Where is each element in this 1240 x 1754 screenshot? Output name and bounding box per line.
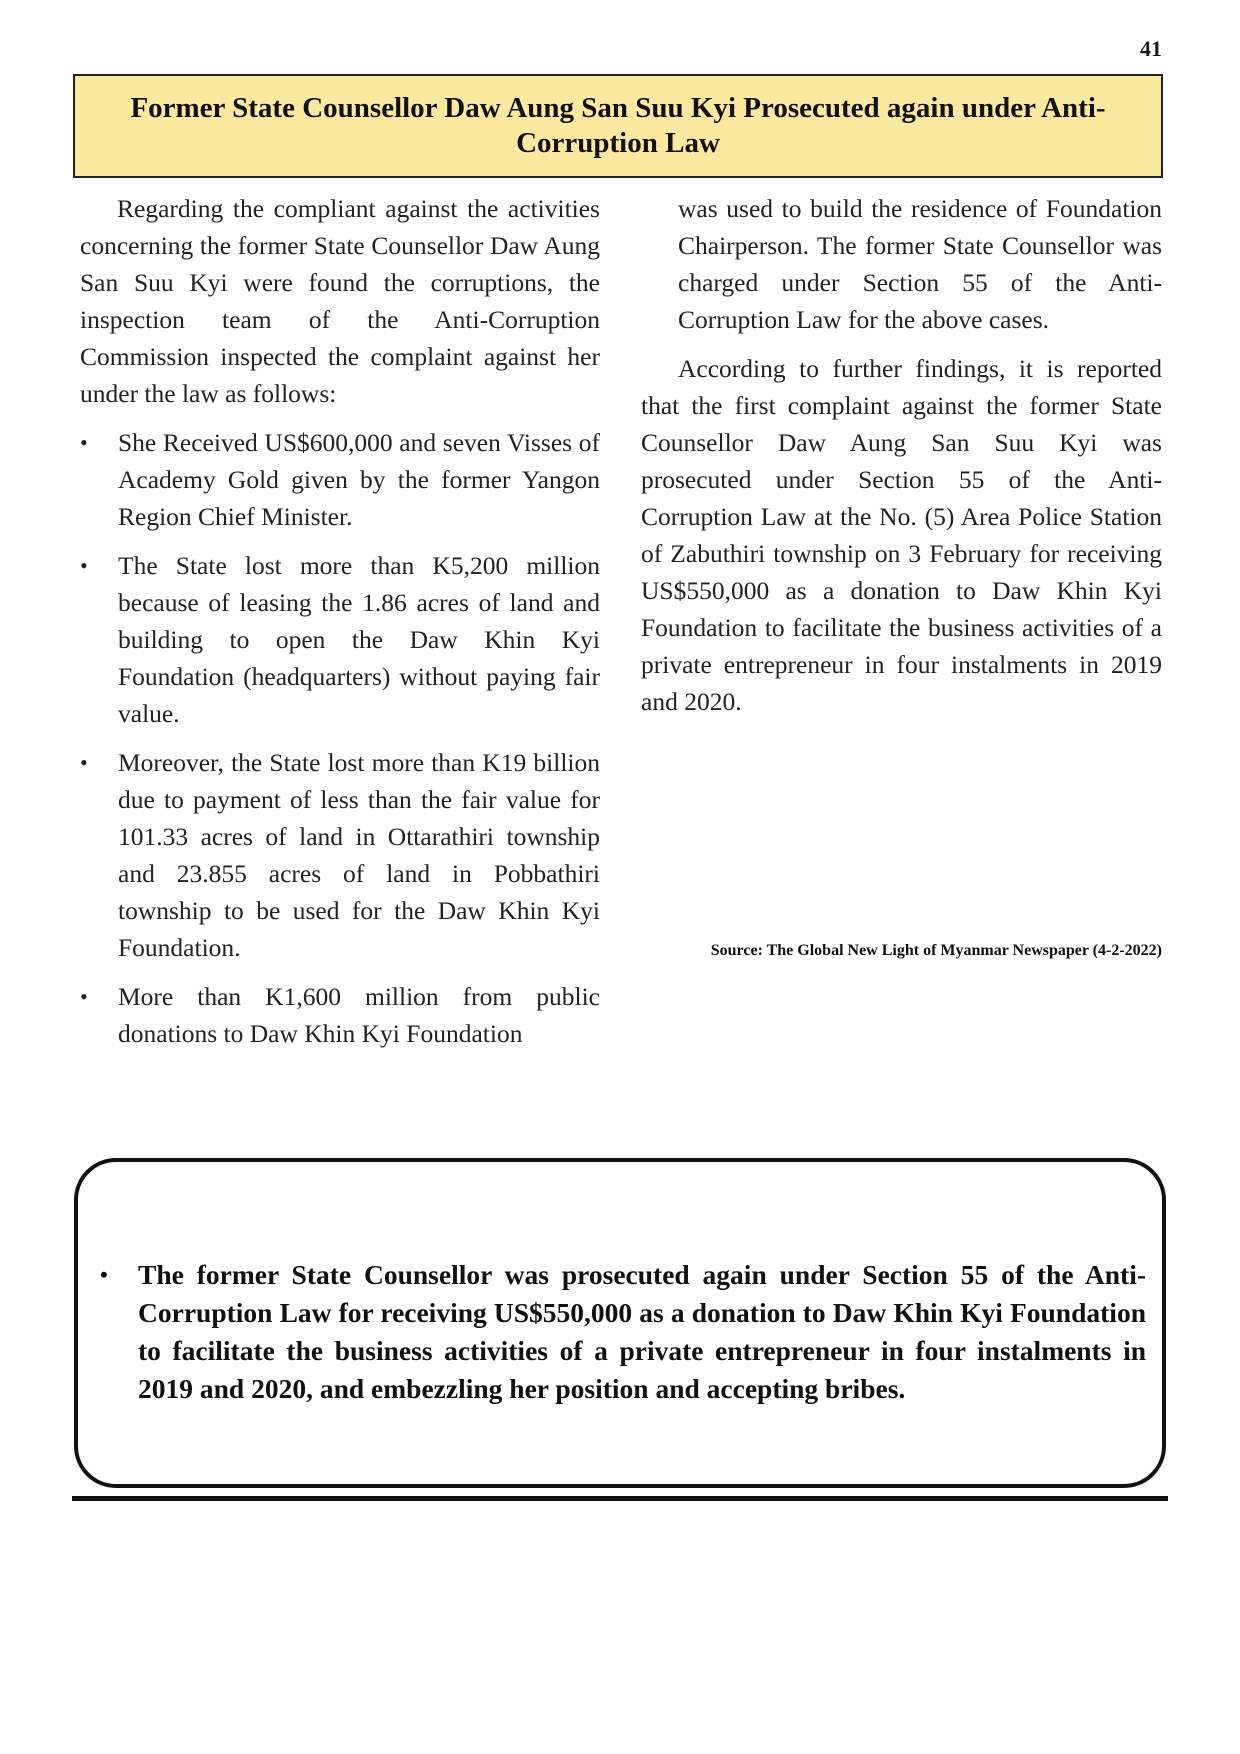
title-box <box>73 74 1163 178</box>
intro-paragraph: Regarding the compliant against the activities concerning the former State Counsellor Daw Aung San Suu Kyi were found the corruptions, the inspection team of the Anti-Corruption Commission inspected the complaint against her under the law as follows: <box>80 194 600 408</box>
summary-box <box>74 1158 1166 1488</box>
list-item-text: More than K1,600 million from public donations to Daw Khin Kyi Foundation <box>118 982 600 1048</box>
findings-list <box>80 424 600 1052</box>
summary-item <box>100 1256 1146 1408</box>
bottom-rule <box>72 1496 1168 1501</box>
list-item <box>80 424 600 535</box>
page-number: 41 <box>1140 36 1162 61</box>
bullet-icon: • <box>80 553 88 578</box>
list-item <box>80 547 600 732</box>
findings-paragraph: According to further findings, it is reported that the first complaint against the former State Counsellor Daw Aung San Suu Kyi was prosecuted under Section 55 of the Anti-Corruption Law at the No. (5) Area Police Station of Zabuthiri township on 3 February for receiving US$550,000 as a donation to Daw Khin Kyi Foundation to facilitate the business activities of a private entrepreneur in four instalments in 2019 and 2020. <box>641 354 1162 716</box>
bullet-icon: • <box>100 1262 108 1287</box>
bullet-icon: • <box>80 984 88 1009</box>
continuation-paragraph: was used to build the residence of Foundation Chairperson. The former State Counsellor was charged under Section 55 of the Anti-Corruption Law for the above cases. <box>678 194 1162 334</box>
list-item <box>80 744 600 966</box>
list-item-text: Moreover, the State lost more than K19 billion due to payment of less than the fair value for 101.33 acres of land in Ottarathiri township and 23.855 acres of land in Pobbathiri township to be used for the Daw Khin Kyi Foundation. <box>118 748 600 962</box>
list-item <box>80 978 600 1052</box>
article-title: Former State Counsellor Daw Aung San Suu Kyi Prosecuted again under Anti-Corruption Law <box>130 92 1106 159</box>
right-column <box>641 190 1162 732</box>
summary-text: The former State Counsellor was prosecuted again under Section 55 of the Anti-Corruption Law for receiving US$550,000 as a donation to Daw Khin Kyi Foundation to facilitate the business activities of a private entrepreneur in four instalments in 2019 and 2020, and embezzling her position and accepting bribes. <box>138 1259 1146 1404</box>
list-item-text: The State lost more than K5,200 million because of leasing the 1.86 acres of land and building to open the Daw Khin Kyi Foundation (headquarters) without paying fair value. <box>118 551 600 728</box>
bullet-icon: • <box>80 430 88 455</box>
bullet-icon: • <box>80 750 88 775</box>
source-citation: Source: The Global New Light of Myanmar Newspaper (4-2-2022) <box>710 942 1162 959</box>
left-column <box>80 190 600 1064</box>
list-item-text: She Received US$600,000 and seven Visses of Academy Gold given by the former Yangon Region Chief Minister. <box>118 428 600 531</box>
